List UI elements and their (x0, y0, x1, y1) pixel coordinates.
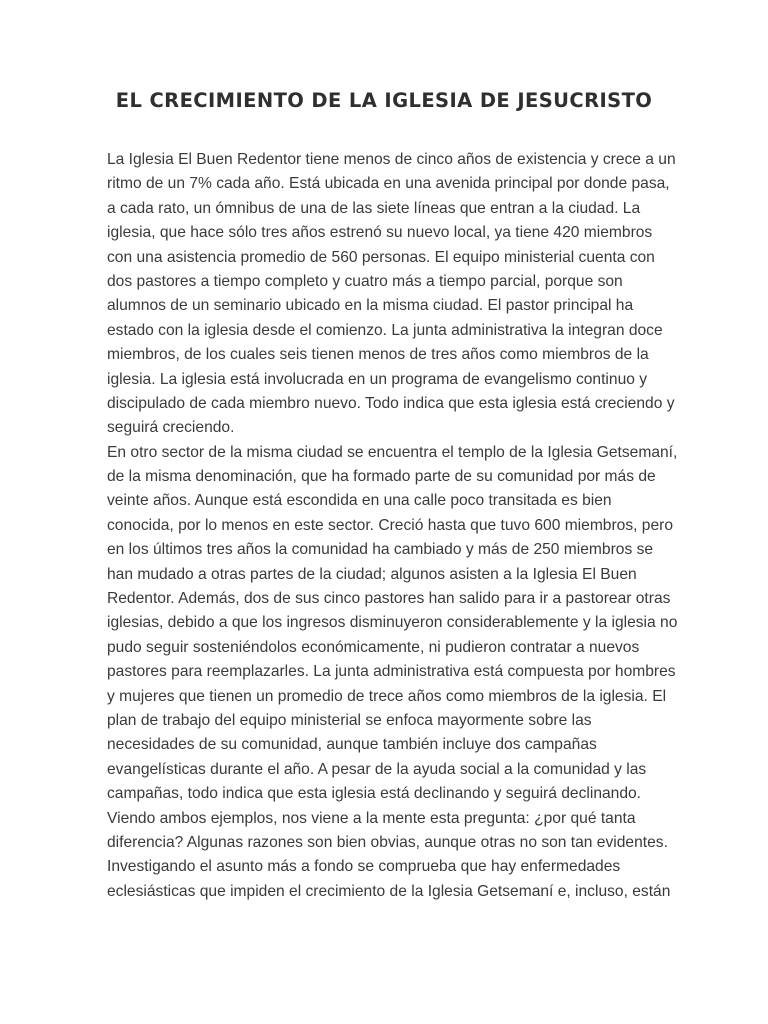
text-line: Redentor. Además, dos de sus cinco pastores han salido para ir a pastorear otras (107, 590, 671, 608)
text-line: alumnos de un seminario ubicado en la misma ciudad. El pastor principal ha (107, 297, 634, 315)
text-line: ritmo de un 7% cada año. Está ubicada en una avenida principal por donde pasa, (107, 175, 670, 193)
document-title: EL CRECIMIENTO DE LA IGLESIA DE JESUCRISTO (115, 89, 653, 112)
text-line: con una asistencia promedio de 560 personas. El equipo ministerial cuenta con (107, 248, 655, 266)
text-line: de la misma denominación, que ha formado parte de su comunidad por más de (107, 468, 656, 486)
text-line: iglesia, que hace sólo tres años estrenó su nuevo local, ya tiene 420 miembros (107, 224, 653, 242)
text-line: a cada rato, un ómnibus de una de las siete líneas que entran a la ciudad. La (107, 199, 641, 217)
text-line: La Iglesia El Buen Redentor tiene menos de cinco años de existencia y crece a un (107, 151, 676, 168)
text-line: seguirá creciendo. (107, 419, 235, 437)
text-line: Viendo ambos ejemplos, nos viene a la mente esta pregunta: ¿por qué tanta (107, 809, 636, 827)
text-line: dos pastores a tiempo completo y cuatro más a tiempo parcial, porque son (107, 272, 623, 290)
text-line: necesidades de su comunidad, aunque también incluye dos campañas (107, 736, 597, 754)
text-line: En otro sector de la misma ciudad se encuentra el templo de la Iglesia Getsemaní, (107, 443, 678, 461)
text-line: veinte años. Aunque está escondida en una calle poco transitada es bien (107, 492, 612, 510)
text-line: pastores para reemplazarles. La junta administrativa está compuesta por hombres (107, 663, 676, 681)
text-line: evangelísticas durante el año. A pesar de la ayuda social a la comunidad y las (107, 760, 647, 778)
text-line: diferencia? Algunas razones son bien obvias, aunque otras no son tan evidentes. (107, 833, 668, 851)
text-line: en los últimos tres años la comunidad ha cambiado y más de 250 miembros se (107, 541, 654, 559)
text-line: campañas, todo indica que esta iglesia está declinando y seguirá declinando. (107, 785, 642, 803)
text-line: miembros, de los cuales seis tienen menos de tres años como miembros de la (107, 346, 649, 364)
text-line: estado con la iglesia desde el comienzo. La junta administrativa la integran doce (107, 321, 663, 339)
text-line: y mujeres que tienen un promedio de trece años como miembros de la iglesia. El (107, 687, 667, 705)
text-line: Investigando el asunto más a fondo se comprueba que hay enfermedades (107, 858, 621, 876)
text-line: pudo seguir sosteniéndolos económicamente, ni pudieron contratar a nuevos (107, 638, 640, 656)
text-line: discipulado de cada miembro nuevo. Todo indica que esta iglesia está creciendo y (107, 394, 675, 412)
text-line: iglesias, debido a que los ingresos disminuyeron considerablemente y la iglesia no (107, 614, 678, 632)
text-line: conocida, por lo menos en este sector. Creció hasta que tuvo 600 miembros, pero (107, 516, 674, 534)
text-line: eclesiásticas que impiden el crecimiento de la Iglesia Getsemaní e, incluso, están (107, 882, 671, 900)
text-line: iglesia. La iglesia está involucrada en un programa de evangelismo continuo y (107, 370, 648, 388)
text-line: plan de trabajo del equipo ministerial se enfoca mayormente sobre las (107, 711, 592, 729)
text-line: han mudado a otras partes de la ciudad; algunos asisten a la Iglesia El Buen (107, 565, 637, 583)
document-body (107, 148, 678, 904)
